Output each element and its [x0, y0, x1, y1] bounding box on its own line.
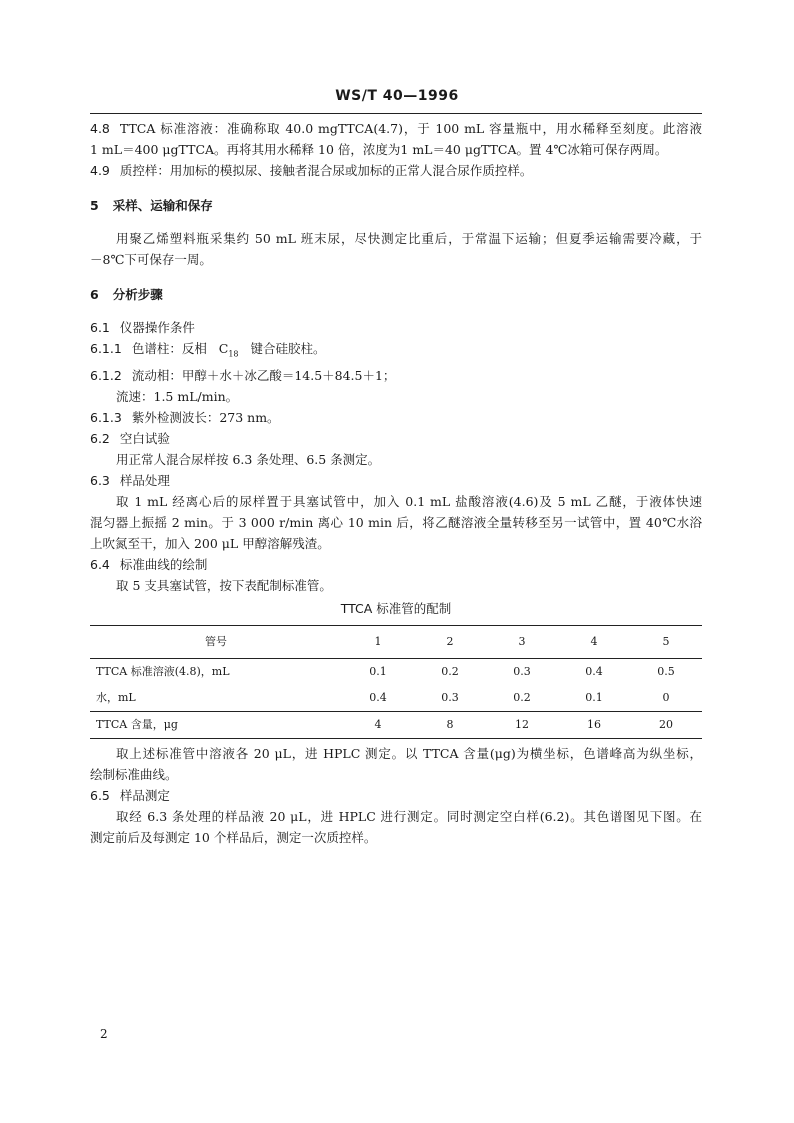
clause-number: 4.8	[90, 121, 110, 136]
clause-6-4-after-line1: 取上述标准管中溶液各 20 μL，进 HPLC 测定。以 TTCA 含量(μg)为横坐标，色谱峰高为纵坐标，	[116, 745, 702, 761]
section-6-heading	[90, 284, 702, 305]
clause-6-1	[90, 317, 702, 338]
table-cell: 0.4	[369, 691, 387, 704]
clause-6-3-line1: 取 1 mL 经离心后的尿样置于具塞试管中，加入 0.1 mL 盐酸溶液(4.6)及 5 mL 乙醚，于液体快速	[116, 493, 702, 509]
clause-text: 色谱柱：反相	[131, 341, 207, 356]
clause-6-4-text: 取 5 支具塞试管，按下表配制标准管。	[116, 577, 332, 593]
clause-6-4	[90, 554, 702, 575]
table-header-col-3: 3	[518, 635, 526, 648]
clause-6-1-2-line2: 流速：1.5 mL/min。	[116, 388, 239, 404]
clause-6-3	[90, 470, 702, 491]
clause-number: 6.1.1	[90, 341, 122, 356]
table-cell: 0.2	[513, 691, 531, 704]
table-cell: 0.5	[657, 665, 675, 678]
table-cell: 0.3	[513, 665, 531, 678]
clause-number: 4.9	[90, 163, 110, 178]
row-label: TTCA 标准溶液(4.8)，mL	[96, 665, 230, 678]
clause-text: 流动相：甲醇＋水＋冰乙酸＝14.5＋84.5＋1；	[131, 367, 396, 383]
row-label: 水，mL	[96, 691, 136, 704]
clause-number: 6.5	[90, 787, 110, 803]
clause-6-1-2-line1	[90, 365, 702, 386]
table-header-col-5: 5	[662, 635, 670, 648]
clause-text: 质控样：用加标的模拟尿、接触者混合尿或加标的正常人混合尿作质控样。	[119, 163, 533, 178]
section-5-line1: 用聚乙烯塑料瓶采集约 50 mL 班末尿，尽快测定比重后，于常温下运输；但夏季运输需要冷藏，于	[116, 231, 702, 246]
table-cell: 0	[662, 691, 670, 704]
table-cell: 12	[486, 711, 558, 738]
clause-title: 空白试验	[119, 430, 170, 446]
clause-number: 6.1	[90, 320, 110, 335]
table-cell: 0.4	[585, 665, 603, 678]
clause-4-8-line2: 1 mL＝400 μgTTCA。再将其用水稀释 10 倍，浓度为1 mL＝40 μgTTCA。置 4℃冰箱可保存两周。	[90, 142, 668, 157]
clause-title: 仪器操作条件	[119, 320, 195, 335]
clause-6-5-line2: 测定前后及每测定 10 个样品后，测定一次质控样。	[90, 829, 377, 845]
column-type: C	[218, 341, 229, 356]
clause-title: 样品处理	[119, 472, 170, 488]
clause-title: 样品测定	[119, 787, 170, 803]
standard-header: WS/T 40—1996	[335, 88, 459, 104]
table-header-col-4: 4	[590, 635, 598, 648]
clause-text: 紫外检测波长：273 nm。	[131, 409, 280, 425]
clause-6-2-text: 用正常人混合尿样按 6.3 条处理、6.5 条测定。	[116, 451, 381, 467]
section-number: 5	[90, 198, 99, 213]
table-header-label: 管号	[205, 635, 227, 648]
table-header-col-1: 1	[374, 635, 382, 648]
clause-text: TTCA 标准溶液：准确称取 40.0 mgTTCA(4.7)，于 100 mL 容量瓶中，用水稀释至刻度。此溶液	[119, 121, 702, 136]
clause-6-3-line2: 混匀器上振摇 2 min。于 3 000 r/min 离心 10 min 后，将乙醚溶液全量转移至另一试管中，置 40℃水浴	[90, 514, 702, 530]
clause-6-1-3	[90, 407, 702, 428]
clause-6-3-line3: 上吹氮至干，加入 200 μL 甲醇溶解残渣。	[90, 535, 330, 551]
clause-6-5-line1: 取经 6.3 条处理的样品液 20 μL，进 HPLC 进行测定。同时测定空白样(6.2)。其色谱图见下图。在	[116, 808, 702, 824]
standard-tube-table	[90, 625, 702, 739]
table-cell: 0.3	[441, 691, 459, 704]
table-row	[90, 711, 702, 738]
table-row	[90, 658, 702, 685]
table-title: TTCA 标准管的配制	[340, 600, 452, 616]
clause-6-4-after-line2: 绘制标准曲线。	[90, 766, 178, 782]
table-cell: 20	[630, 711, 702, 738]
table-cell: 0.1	[369, 665, 387, 678]
section-number: 6	[90, 287, 99, 302]
section-5-heading	[90, 195, 702, 216]
clause-text: 键合硅胶柱。	[250, 341, 326, 356]
document-body	[90, 118, 702, 848]
row-label: TTCA 含量，μg	[90, 711, 342, 738]
section-title: 采样、运输和保存	[112, 198, 213, 213]
table-row	[90, 685, 702, 712]
table-cell: 8	[414, 711, 486, 738]
column-subscript: 18	[228, 349, 239, 359]
clause-number: 6.4	[90, 556, 110, 572]
clause-6-5	[90, 785, 702, 806]
page-number: 2	[100, 1027, 108, 1041]
table-cell: 0.1	[585, 691, 603, 704]
table-header-row	[90, 625, 702, 658]
clause-6-1-1	[90, 338, 702, 365]
section-title: 分析步骤	[112, 287, 163, 302]
table-cell: 4	[342, 711, 414, 738]
header-rule	[90, 113, 702, 114]
clause-number: 6.3	[90, 472, 110, 488]
clause-number: 6.1.3	[90, 409, 122, 425]
clause-number: 6.1.2	[90, 367, 122, 383]
clause-number: 6.2	[90, 430, 110, 446]
table-cell: 0.2	[441, 665, 459, 678]
clause-title: 标准曲线的绘制	[119, 556, 208, 572]
section-5-line2: －8℃下可保存一周。	[90, 252, 212, 267]
clause-4-9	[90, 160, 702, 181]
table-cell: 16	[558, 711, 630, 738]
clause-6-2	[90, 428, 702, 449]
clause-4-8-line1	[90, 118, 702, 139]
table-header-col-2: 2	[446, 635, 454, 648]
